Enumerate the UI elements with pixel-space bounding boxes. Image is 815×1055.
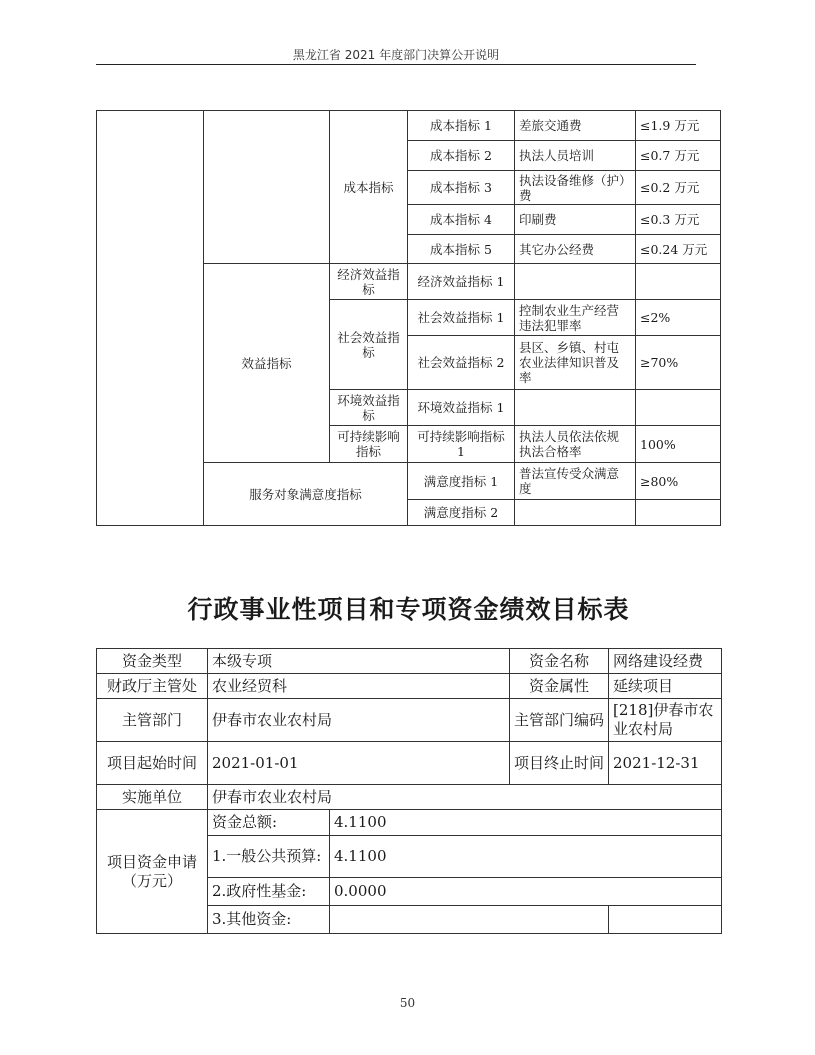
dept-label: 财政厅主管处 xyxy=(97,674,208,699)
environment-indicator: 环境效益指标 1 xyxy=(408,390,515,426)
fund-name-value: 网络建设经费 xyxy=(609,649,722,674)
table-row xyxy=(97,785,722,810)
economic-content xyxy=(515,264,636,300)
economic-label: 经济效益指标 xyxy=(330,264,408,300)
social-label: 社会效益指标 xyxy=(330,300,408,390)
manager-code-label: 主管部门编码 xyxy=(510,699,609,742)
project-info-table xyxy=(96,648,722,934)
social-indicator: 社会效益指标 1 xyxy=(408,300,515,336)
fund-item-value: 0.0000 xyxy=(330,878,722,906)
cost-value: ≤1.9 万元 xyxy=(636,111,721,141)
sustainable-content: 执法人员依法依规执法合格率 xyxy=(515,426,636,463)
social-content: 控制农业生产经营违法犯罪率 xyxy=(515,300,636,336)
cost-indicator: 成本指标 4 xyxy=(408,205,515,235)
economic-indicator: 经济效益指标 1 xyxy=(408,264,515,300)
fund-attr-value: 延续项目 xyxy=(609,674,722,699)
fund-item-label: 2.政府性基金: xyxy=(208,878,330,906)
fund-item-value: 4.1100 xyxy=(330,810,722,836)
start-label: 项目起始时间 xyxy=(97,742,208,785)
cost-content: 印刷费 xyxy=(515,205,636,235)
apply-label: 项目资金申请（万元） xyxy=(97,810,208,934)
social-value: ≤2% xyxy=(636,300,721,336)
cost-indicator: 成本指标 1 xyxy=(408,111,515,141)
table-row xyxy=(97,742,722,785)
sustainable-indicator: 可持续影响指标 1 xyxy=(408,426,515,463)
benefit-category: 效益指标 xyxy=(204,264,330,463)
dept-value: 农业经贸科 xyxy=(208,674,510,699)
environment-value xyxy=(636,390,721,426)
fund-item-label: 1.一般公共预算: xyxy=(208,836,330,878)
social-value: ≥70% xyxy=(636,336,721,390)
manager-label: 主管部门 xyxy=(97,699,208,742)
section-title: 行政事业性项目和专项资金绩效目标表 xyxy=(187,595,630,624)
cost-content: 执法设备维修（护）费 xyxy=(515,171,636,205)
environment-label: 环境效益指标 xyxy=(330,390,408,426)
satisfaction-value xyxy=(636,500,721,526)
manager-value: 伊春市农业农村局 xyxy=(208,699,510,742)
satisfaction-indicator: 满意度指标 2 xyxy=(408,500,515,526)
fund-type-label: 资金类型 xyxy=(97,649,208,674)
cost-indicator: 成本指标 2 xyxy=(408,141,515,171)
cost-category: 成本指标 xyxy=(330,111,408,264)
cost-value: ≤0.24 万元 xyxy=(636,235,721,264)
page-header: 黑龙江省 2021 年度部门决算公开说明 xyxy=(292,48,500,62)
cost-value: ≤0.3 万元 xyxy=(636,205,721,235)
table-row xyxy=(97,674,722,699)
cost-value: ≤0.2 万元 xyxy=(636,171,721,205)
fund-item-value xyxy=(330,906,609,934)
satisfaction-content: 普法宣传受众满意度 xyxy=(515,463,636,500)
table-row xyxy=(97,649,722,674)
social-indicator: 社会效益指标 2 xyxy=(408,336,515,390)
satisfaction-content xyxy=(515,500,636,526)
cost-indicator: 成本指标 3 xyxy=(408,171,515,205)
sustainable-label: 可持续影响指标 xyxy=(330,426,408,463)
table-row xyxy=(97,699,722,742)
fund-item-label: 3.其他资金: xyxy=(208,906,330,934)
impl-label: 实施单位 xyxy=(97,785,208,810)
impl-value: 伊春市农业农村局 xyxy=(208,785,722,810)
end-label: 项目终止时间 xyxy=(510,742,609,785)
cost-indicator: 成本指标 5 xyxy=(408,235,515,264)
economic-value xyxy=(636,264,721,300)
sustainable-value: 100% xyxy=(636,426,721,463)
environment-content xyxy=(515,390,636,426)
satisfaction-value: ≥80% xyxy=(636,463,721,500)
blank-cell xyxy=(609,906,722,934)
fund-item-value: 4.1100 xyxy=(330,836,722,878)
table-row xyxy=(97,111,721,141)
cost-content: 其它办公经费 xyxy=(515,235,636,264)
social-content: 县区、乡镇、村屯农业法律知识普及率 xyxy=(515,336,636,390)
end-value: 2021-12-31 xyxy=(609,742,722,785)
fund-name-label: 资金名称 xyxy=(510,649,609,674)
manager-code-value: [218]伊春市农业农村局 xyxy=(609,699,722,742)
blank-cell xyxy=(204,111,330,264)
performance-indicator-table xyxy=(96,110,721,526)
cost-value: ≤0.7 万元 xyxy=(636,141,721,171)
satisfaction-indicator: 满意度指标 1 xyxy=(408,463,515,500)
table-row xyxy=(97,810,722,836)
header-rule xyxy=(96,64,696,65)
fund-attr-label: 资金属性 xyxy=(510,674,609,699)
satisfaction-category: 服务对象满意度指标 xyxy=(204,463,408,526)
blank-cell xyxy=(97,111,204,526)
fund-item-label: 资金总额: xyxy=(208,810,330,836)
start-value: 2021-01-01 xyxy=(208,742,510,785)
cost-content: 执法人员培训 xyxy=(515,141,636,171)
page-number: 50 xyxy=(399,996,416,1010)
cost-content: 差旅交通费 xyxy=(515,111,636,141)
fund-type-value: 本级专项 xyxy=(208,649,510,674)
